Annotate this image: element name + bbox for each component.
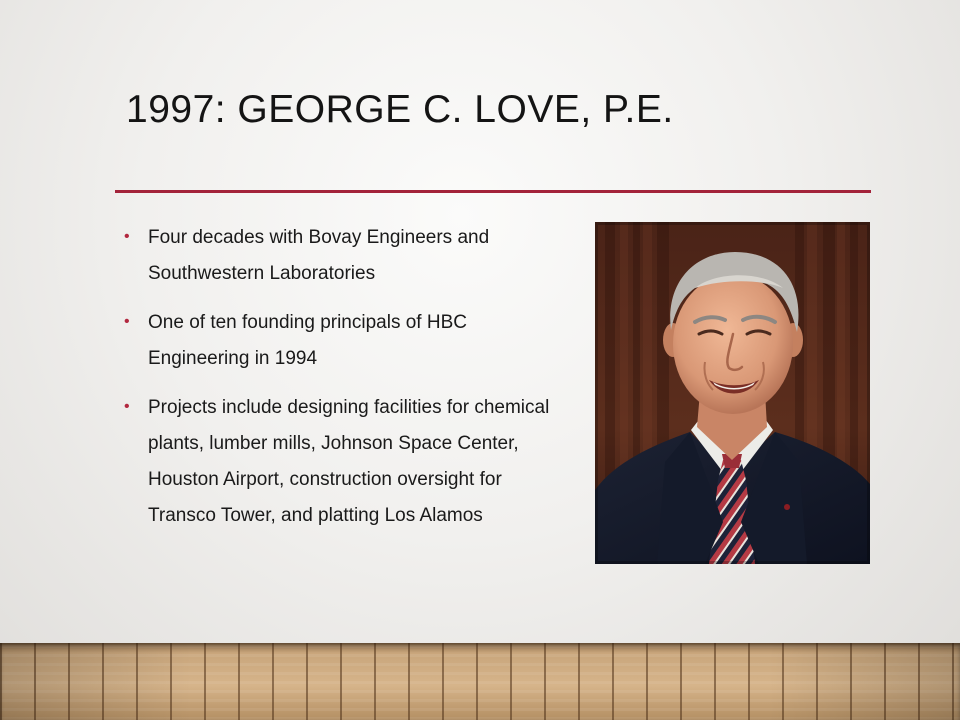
bullet-list bbox=[122, 220, 552, 547]
bullet-item-3 bbox=[122, 390, 552, 534]
bullet-item-1 bbox=[122, 220, 552, 292]
bullet-text: Projects include designing facilities for chemical plants, lumber mills, Johnson Space Center, Houston Airport, construction oversight for Transco Tower, and platting Los Alamos bbox=[148, 397, 550, 526]
bullet-marker-icon: • bbox=[124, 313, 130, 330]
bullet-item-2 bbox=[122, 305, 552, 377]
bullet-marker-icon: • bbox=[124, 228, 130, 245]
slide-title: 1997: GEORGE C. LOVE, P.E. bbox=[126, 88, 674, 131]
title-underline bbox=[115, 190, 871, 193]
bullet-text: Four decades with Bovay Engineers and Southwestern Laboratories bbox=[148, 227, 490, 284]
portrait-photo bbox=[595, 222, 870, 564]
floor-shading bbox=[0, 643, 960, 720]
bullet-marker-icon: • bbox=[124, 398, 130, 415]
bullet-text: One of ten founding principals of HBC Engineering in 1994 bbox=[148, 312, 467, 369]
